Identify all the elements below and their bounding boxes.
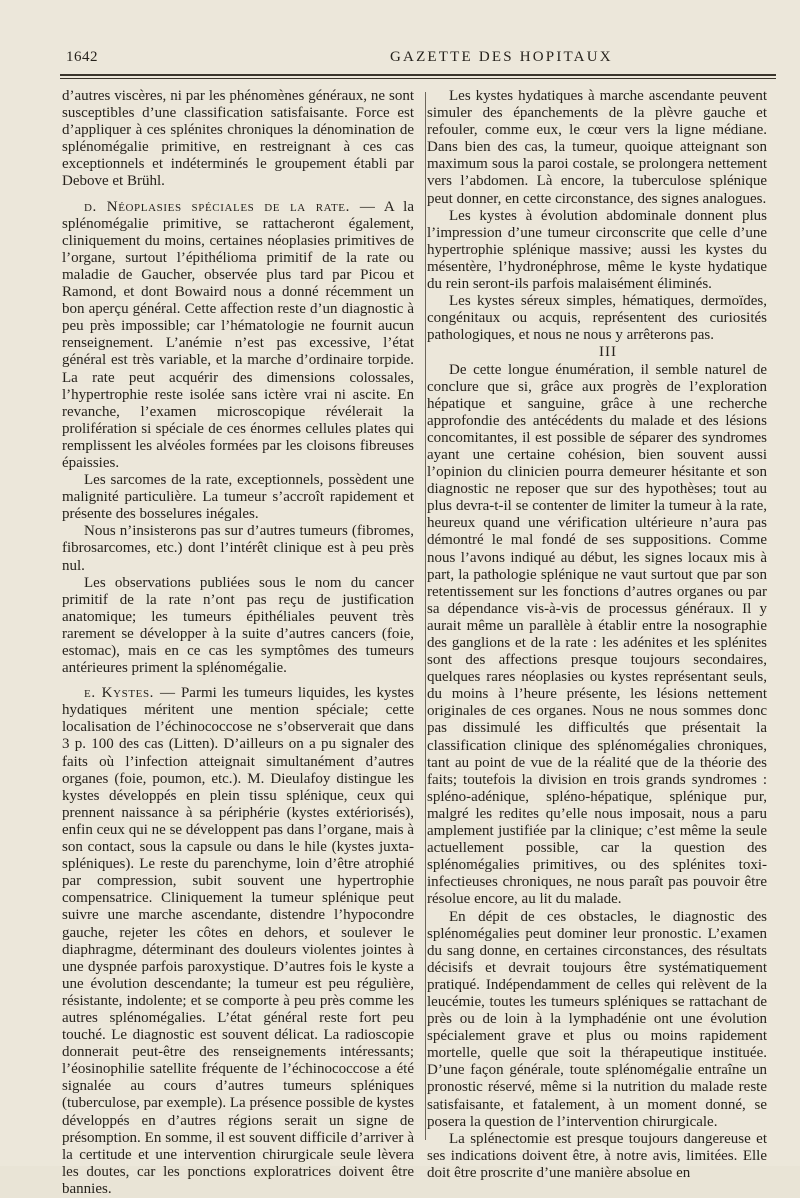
paragraph: De cette longue énumération, il semble naturel de conclure que si, grâce aux progrès de l’exploration hépatique et sanguine, grâce à une recherche approfondie des antécédents du malade et des lésions concomitantes, il est possible de séparer des syndromes ayant une certaine cohésion, bien souvent aussi l’opinion du clinicien pourra demeurer hésitante et son diagnostic ne reposer que sur des hypothèses; tout au plus devra-t-il se contenter de limiter la tumeur à la rate, heureux quand une vérification ultérieure n’aura pas démontré le mal fondé de ses suppositions. Comme nous l’avons indiqué au début, les signes locaux mis à part, la pathologie splénique ne vaut surtout que par son retentissement sur les fonctions d’autres organes ou par sa dépendance vis-à-vis de processus généraux. Il y aurait même un parallèle à établir entre la nosographie des ganglions et de la rate : les adénites et les splénites sont des affections presque toujours secondaires, quelques rares néoplasies ou kystes représentant seuls, du moins à l’heure présente, les lésions nettement originales de ces organes. Nous ne nous sommes donc pas dissimulé les difficultés que présentait la classification clinique des splénomégalies chroniques, tant au point de vue de la réalité que de la théorie des faits; toutefois la division en trois grands syndromes : spléno-adénique, spléno-hépatique, splénique pur, malgré les redites qu’elle nous imposait, nous a paru amplement justifiée par la clinique; c’est même la seule actuellement possible, car la question des splénomégalies primitives, ou des splénites toxi-infectieuses chroniques, ne nous paraît pas pouvoir être résolue encore, au lit du malade. (427, 361, 767, 908)
column-divider (425, 92, 426, 1140)
paragraph: d’autres viscères, ni par les phénomènes généraux, ne sont susceptibles d’une classification satisfaisante. Force est d’appliquer à ces splénites chroniques la dénomination de splénomégalie primitive, en restreignant à ces cas exceptionnels et indéterminés le groupement établi par Debove et Brühl. (62, 88, 414, 190)
paragraph: Les kystes hydatiques à marche ascendante peuvent simuler des épanchements de la plèvre gauche et refouler, comme eux, le cœur vers la ligne médiane. Dans bien des cas, la tumeur, quoique atteignant son maximum sous la paroi costale, se prolongera nettement vers l’abdomen. Là encore, la tuberculose splénique peut donner, en cette circonstance, des signes analogues. (427, 88, 767, 207)
paragraph: En dépit de ces obstacles, le diagnostic des splénomégalies peut dominer leur pronostic. L’examen du sang donne, en certaines circonstances, des résultats décisifs et devrait toujours être systématiquement pratiqué. Indépendamment de celles qui relèvent de la leucémie, toutes les tumeurs spléniques se rattachant de près ou de loin à la lymphadénie ont une évolution spécialement grave et plus ou moins rapidement mortelle, quelle que soit la thérapeutique instituée. D’une façon générale, toute splénomégalie entraîne un pronostic réservé, même si la nutrition du malade reste satisfaisante, et fatalement, à un moment donné, se posera la question de l’intervention chirurgicale. (427, 908, 767, 1130)
journal-title: GAZETTE DES HOPITAUX (390, 49, 613, 65)
paragraph: Les observations publiées sous le nom du cancer primitif de la rate n’ont pas reçu de justification anatomique; les tumeurs épithéliales peuvent très rarement se développer à la suite d’autres cancers (foie, estomac), mais en ce cas les symptômes des tumeurs antérieures priment la splénomégalie. (62, 574, 414, 677)
paragraph-neoplasies (62, 199, 414, 473)
paragraph-text: A la splénomégalie primitive, se rattacheront également, cliniquement du moins, certaines néoplasies primitives de l’organe, surtout l’épithélioma primitif de la rate ou maladie de Gaucher, observée plus tard par Picou et Ramond, et dont Bowaird nous a donné récemment un bon aperçu général. Cette affection reste d’un diagnostic à peu près impossible; car l’hématologie ne fournit aucun renseignement. L’anémie n’est pas excessive, l’état général est très variable, et la marche d’ordinaire torpide. La rate peut acquérir des dimensions colossales, l’hypertrophie reste isolée sans ictère vrai ni ascite. En revanche, l’examen microscopique révélerait la prolifération si spéciale de ces énormes cellules plates qui remplissent les alvéoles formées par les cloisons fibreuses épaissies. (62, 198, 414, 471)
right-column (427, 88, 767, 1182)
section-heading-neoplasies: d. Néoplasies spéciales de la rate. — (84, 198, 376, 215)
paragraph: Les kystes à évolution abdominale donnent plus l’impression d’une tumeur circonscrite que celle d’une hypertrophie splénique massive; aussi les kystes du mésentère, l’hydronéphrose, même le kyste hydatique du rein seront-ils parfois malaisément éliminés. (427, 207, 767, 293)
left-column (62, 88, 414, 1198)
page-header (60, 49, 776, 73)
paragraph: Nous n’insisterons pas sur d’autres tumeurs (fibromes, fibrosarcomes, etc.) dont l’intérêt clinique est à peu près nul. (62, 523, 414, 574)
paragraph: Les kystes séreux simples, hématiques, dermoïdes, congénitaux ou acquis, représentent des curiosités pathologiques, et nous ne nous y arrêterons pas. (427, 293, 767, 344)
page-number: 1642 (66, 49, 98, 65)
paragraph-kystes (62, 685, 414, 1198)
section-number: III (599, 344, 617, 361)
section-heading-kystes: e. Kystes. — (84, 685, 176, 702)
paragraph: La splénectomie est presque toujours dangereuse et ses indications doivent être, à notre avis, limitées. Elle doit être proscrite d’une manière absolue en (427, 1130, 767, 1181)
paragraph-text: Parmi les tumeurs liquides, les kystes hydatiques méritent une mention spéciale; cette localisation de l’échinococcose ne s’observerait que dans 3 p. 100 des cas (Litten). D’ailleurs on a pu signaler des faits où l’infection atteignait simultanément d’autres organes (foie, poumon, etc.). M. Dieulafoy distingue les kystes développés en plein tissu splénique, ceux qui prennent naissance à sa périphérie (kystes extériorisés), enfin ceux qui ne se développent pas dans l’organe, mais à son contact, sous la capsule ou dans le hile (kystes juxta-spléniques). Le reste du parenchyme, loin d’être atrophié par compression, subit souvent une hypertrophie compensatrice. Cliniquement la tumeur splénique peut suivre une marche ascendante, distendre l’hypocondre gauche, rejeter les côtes en dehors, et soulever le diaphragme, déterminant des douleurs violentes jointes à une dyspnée parfois paroxystique. D’autres fois le kyste a une évolution descendante; la tumeur est peu régulière, résistante, indolente; et se comporte à peu près comme les autres splénomégalies. L’état général reste fort peu touché. Le diagnostic est souvent délicat. La radioscopie donnerait peut-être des renseignements intéressants; l’éosinophilie satellite fréquente de l’échinococcose a été signalée au cours d’autres tumeurs spléniques (tuberculose, par exemple). La présence possible de kystes développés en d’autres régions serait un signe de présomption. En somme, il est souvent difficile d’arriver à la certitude et une intervention chirurgicale seule lèvera les doutes, car les ponctions exploratrices doivent être bannies. (62, 685, 414, 1197)
header-rule-thick (60, 74, 776, 76)
header-rule-thin (60, 78, 776, 79)
paragraph: Les sarcomes de la rate, exceptionnels, possèdent une malignité particulière. La tumeur s’accroît rapidement et présente des bosselures inégales. (62, 472, 414, 523)
